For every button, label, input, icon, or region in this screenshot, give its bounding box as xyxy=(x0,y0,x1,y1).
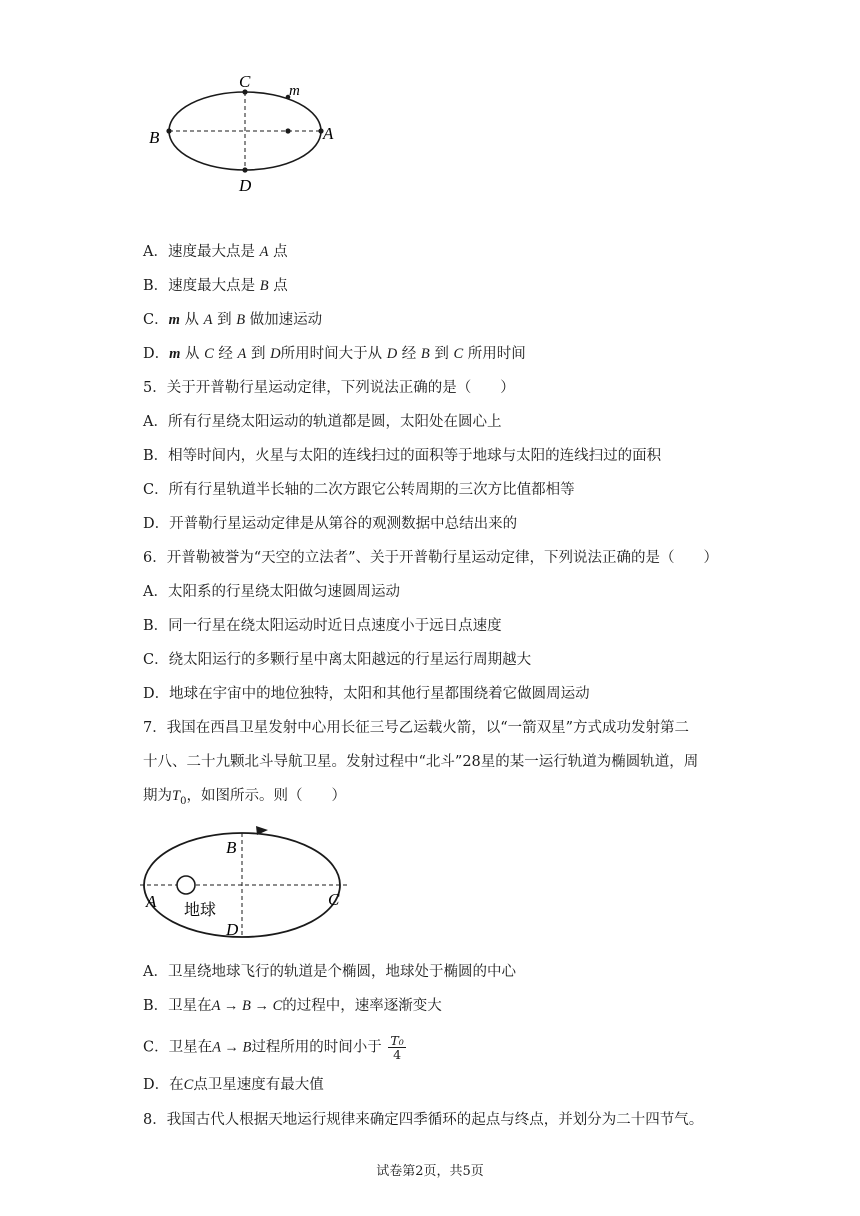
q4-c-var-m: m xyxy=(168,312,180,328)
q4-a-text-end: 点 xyxy=(273,244,288,260)
q7-b-path: A → B → C xyxy=(211,998,283,1014)
q5-option-a: A．所有行星绕太阳运动的轨道都是圆，太阳处在圆心上 xyxy=(143,414,502,430)
q4-d-text-4: 所用时间大于从 xyxy=(280,346,383,362)
q7-d-var: C xyxy=(183,1077,194,1093)
q4-d-var-a: A xyxy=(237,346,247,362)
page-footer: 试卷第2页，共5页 xyxy=(376,1164,484,1179)
label-a: A xyxy=(323,124,334,143)
q7-b-suffix: 的过程中，速率逐渐变大 xyxy=(282,998,442,1014)
label-a: A xyxy=(146,892,157,911)
q4-d-var-c: C xyxy=(204,346,214,362)
q4-option-b xyxy=(143,276,288,296)
q7-period-symbol: T xyxy=(172,788,181,804)
earth-icon xyxy=(177,876,195,894)
q4-d-text-2: 经 xyxy=(218,346,233,362)
label-c: C xyxy=(328,890,340,909)
q5-option-c: C．所有行星轨道半长轴的二次方跟它公转周期的三次方比值都相等 xyxy=(143,482,575,498)
q7-option-c xyxy=(143,1034,406,1061)
q7-c-path: A → B xyxy=(212,1039,252,1056)
q5-option-b: B．相等时间内，火星与太阳的连线扫过的面积等于地球与太阳的连线扫过的面积 xyxy=(143,448,662,464)
q4-d-var-d2: D xyxy=(386,346,398,362)
orbit-figure-1 xyxy=(145,70,345,195)
label-b: B xyxy=(226,838,237,857)
q4-c-text-3: 做加速运动 xyxy=(249,312,323,328)
q7-c-fraction xyxy=(388,1034,405,1061)
q4-d-var-m: m xyxy=(169,346,181,362)
q4-b-text-end: 点 xyxy=(273,278,288,294)
point-b xyxy=(166,128,171,133)
label-d: D xyxy=(239,176,252,195)
q4-d-var-c2: C xyxy=(453,346,464,362)
q4-a-var: A xyxy=(259,244,269,260)
q5-stem: 5．关于开普勒行星运动定律，下列说法正确的是（ ） xyxy=(143,380,515,396)
q4-option-d xyxy=(143,344,526,364)
focus-point xyxy=(285,128,290,133)
q6-option-d: D．地球在宇宙中的地位独特，太阳和其他行星都围绕着它做圆周运动 xyxy=(143,686,590,702)
q7-d-suffix: 点卫星速度有最大值 xyxy=(193,1077,324,1093)
label-m: m xyxy=(289,83,300,99)
q4-d-var-b: B xyxy=(420,346,430,362)
q4-d-var-d: D xyxy=(270,346,281,362)
q5-option-d: D．开普勒行星运动定律是从第谷的观测数据中总结出来的 xyxy=(143,516,518,532)
q4-d-text-7: 所用时间 xyxy=(467,346,526,362)
q7-stem-line-2: 十八、二十九颗北斗导航卫星。发射过程中“北斗”28星的某一运行轨道为椭圆轨道，周 xyxy=(143,754,699,770)
label-c: C xyxy=(239,72,251,91)
q6-option-a: A．太阳系的行星绕太阳做匀速圆周运动 xyxy=(143,584,400,600)
q7-c-prefix: C．卫星在 xyxy=(143,1039,213,1056)
orbit-figure-2 xyxy=(140,825,350,940)
q4-d-text-3: 到 xyxy=(251,346,266,362)
q7-option-a: A．卫星绕地球飞行的轨道是个椭圆，地球处于椭圆的中心 xyxy=(143,964,516,980)
label-d: D xyxy=(226,920,239,939)
q7-stem-line-3 xyxy=(143,786,346,812)
q6-stem: 6．开普勒被誉为“天空的立法者”、关于开普勒行星运动定律，下列说法正确的是（ ） xyxy=(143,550,719,566)
q7-c-suffix: 过程所用的时间小于 xyxy=(251,1039,382,1056)
q7-d-prefix: D．在 xyxy=(143,1077,184,1093)
q4-d-text-1: 从 xyxy=(185,346,200,362)
q4-option-c xyxy=(143,310,322,330)
q4-d-text-6: 到 xyxy=(434,346,449,362)
q4-c-text-2: 到 xyxy=(217,312,232,328)
q7-period-prefix: 期为 xyxy=(143,788,172,804)
q7-b-prefix: B．卫星在 xyxy=(143,998,212,1014)
q4-b-var: B xyxy=(259,278,269,294)
q7-stem-line-1: 7．我国在西昌卫星发射中心用长征三号乙运载火箭，以“一箭双星”方式成功发射第二 xyxy=(143,720,690,736)
q4-option-a xyxy=(143,242,288,262)
q7-option-b xyxy=(143,996,442,1016)
q4-c-var-b: B xyxy=(236,312,246,328)
fraction-numerator: T₀ xyxy=(390,1033,404,1048)
point-d xyxy=(242,167,247,172)
q6-option-c: C．绕太阳运行的多颗行星中离太阳越远的行星运行周期越大 xyxy=(143,652,532,668)
q7-period-subscript: 0 xyxy=(180,795,187,807)
q4-c-prefix: C． xyxy=(143,312,169,328)
fraction-denominator: 4 xyxy=(393,1047,402,1062)
q4-c-text-1: 从 xyxy=(184,312,199,328)
q4-c-var-a: A xyxy=(203,312,213,328)
earth-label: 地球 xyxy=(184,902,217,919)
q7-option-d xyxy=(143,1075,324,1095)
q4-a-text: A．速度最大点是 xyxy=(143,244,255,260)
q4-d-text-5: 经 xyxy=(401,346,417,362)
q6-option-b: B．同一行星在绕太阳运动时近日点速度小于远日点速度 xyxy=(143,618,502,634)
q4-b-text: B．速度最大点是 xyxy=(143,278,256,294)
q8-stem-line-1: 8．我国古代人根据天地运行规律来确定四季循环的起点与终点，并划分为二十四节气。 xyxy=(143,1112,704,1128)
label-b: B xyxy=(149,128,160,147)
q7-period-suffix: ，如图所示。则（ ） xyxy=(186,788,346,804)
q4-d-prefix: D． xyxy=(143,346,170,362)
